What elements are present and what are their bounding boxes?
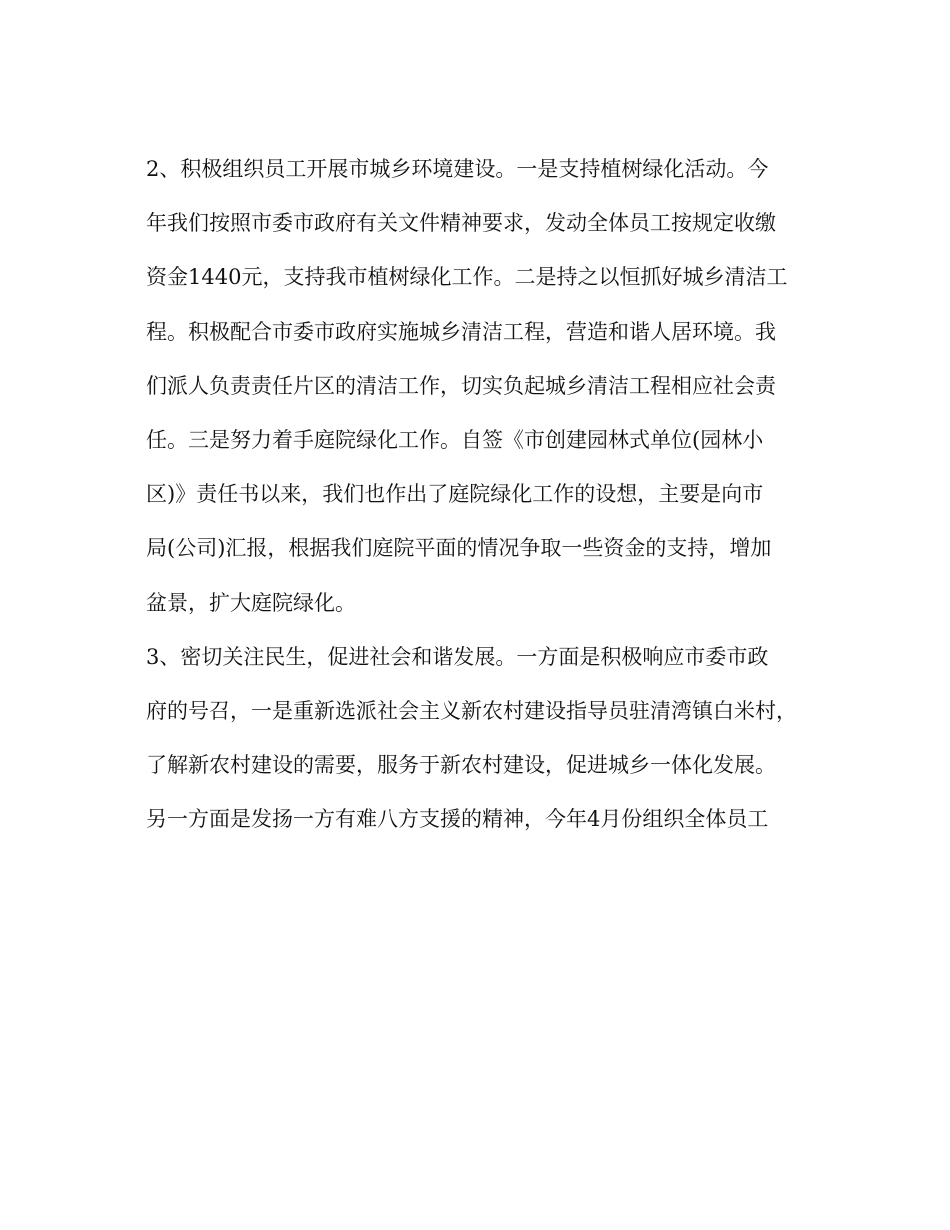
text-line: 程。积极配合市委市政府实施城乡清洁工程，营造和谐人居环境。我 [146, 319, 776, 344]
text-line: 了解新农村建设的需要，服务于新农村建设，促进城乡一体化发展。 [146, 753, 776, 778]
body-text [146, 142, 816, 846]
text-line: 年我们按照市委市政府有关文件精神要求，发动全体员工按规定收缴 [146, 211, 776, 236]
text-line: 盆景，扩大庭院绿化。 [146, 590, 356, 615]
text-line: 任。三是努力着手庭院绿化工作。自签《市创建园林式单位(园林小 [146, 427, 764, 452]
text-line: 资金1440元，支持我市植树绿化工作。二是持之以恒抓好城乡清洁工 [146, 265, 788, 290]
text-line: 府的号召，一是重新选派社会主义新农村建设指导员驻清湾镇白米村， [146, 698, 797, 723]
text-line: 区)》责任书以来，我们也作出了庭院绿化工作的设想，主要是向市 [146, 482, 764, 507]
text-line: 另一方面是发扬一方有难八方支援的精神，今年4月份组织全体员工 [146, 807, 769, 832]
text-line: 3、密切关注民生，促进社会和谐发展。一方面是积极响应市委市政 [146, 644, 769, 669]
text-line: 们派人负责责任片区的清洁工作，切实负起城乡清洁工程相应社会责 [146, 373, 776, 398]
text-line: 2、积极组织员工开展市城乡环境建设。一是支持植树绿化活动。今 [146, 157, 769, 181]
text-line: 局(公司)汇报，根据我们庭院平面的情况争取一些资金的支持，增加 [146, 536, 772, 561]
